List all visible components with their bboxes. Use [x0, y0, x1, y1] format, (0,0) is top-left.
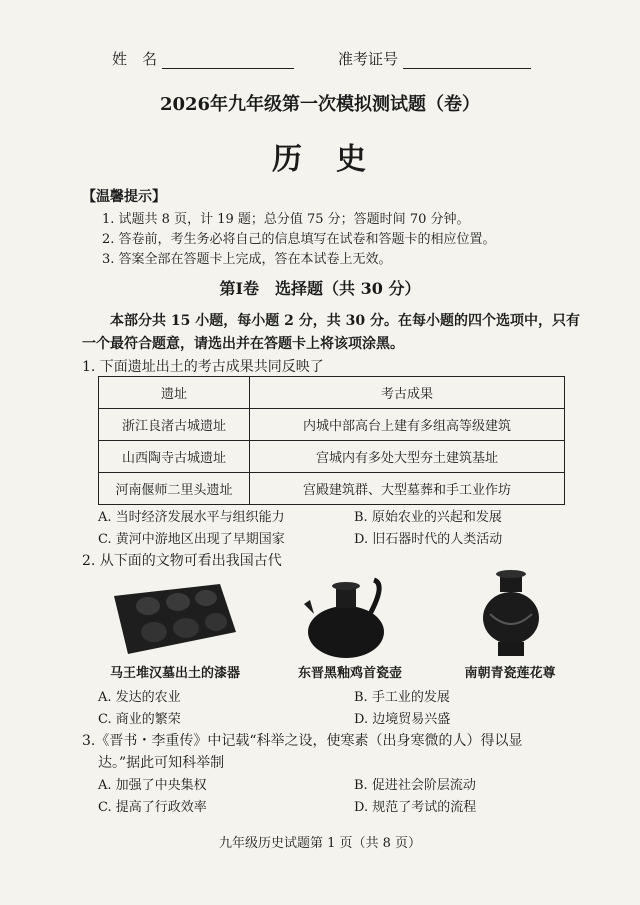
- q3-option-d: D. 规范了考试的流程: [354, 800, 477, 815]
- q1-option-b: B. 原始农业的兴起和发展: [354, 510, 502, 525]
- exam-title: 2026年九年级第一次模拟测试题（卷）: [159, 94, 481, 115]
- q1-table: [98, 376, 565, 505]
- q3-option-b: B. 促进社会阶层流动: [354, 778, 476, 793]
- table-row: [99, 441, 565, 473]
- table-header: 遗址: [99, 377, 250, 409]
- subject-title: 历 史: [272, 142, 368, 177]
- q1-option-d: D. 旧石器时代的人类活动: [354, 532, 503, 547]
- name-label: 姓 名: [112, 50, 158, 68]
- table-header-row: [99, 377, 565, 409]
- tip-1: 1. 试题共 8 页，计 19 题；总分值 75 分；答题时间 70 分钟。: [102, 212, 470, 227]
- table-row: [99, 409, 565, 441]
- q1-option-a: A. 当时经济发展水平与组织能力: [98, 510, 285, 525]
- id-blank: [403, 52, 531, 69]
- q2-option-b: B. 手工业的发展: [354, 690, 450, 705]
- section-title: 第Ⅰ卷 选择题（共 30 分）: [219, 279, 421, 298]
- name-field: [112, 48, 294, 69]
- tips-heading: 【温馨提示】: [82, 189, 166, 205]
- tip-2: 2. 答卷前，考生务必将自己的信息填写在试卷和答题卡的相应位置。: [102, 232, 496, 247]
- q2-option-c: C. 商业的繁荣: [98, 712, 181, 727]
- q1-stem: 1. 下面遗址出土的考古成果共同反映了: [82, 359, 324, 375]
- section-intro: 本部分共 15 小题，每小题 2 分，共 30 分。在每小题的四个选项中，只有一个最符合题意，请选出并在答题卡上将该项涂黑。: [82, 313, 580, 352]
- id-field: [338, 48, 531, 69]
- q2-option-d: D. 边境贸易兴盛: [354, 712, 451, 727]
- name-blank: [162, 52, 294, 69]
- table-cell: 宫城内有多处大型夯土建筑基址: [250, 441, 565, 473]
- lotus-zun-image: [476, 570, 546, 660]
- q2-stem: 2. 从下面的文物可看出我国古代: [82, 553, 282, 569]
- page-footer: 九年级历史试题第 1 页（共 8 页）: [218, 836, 422, 851]
- q3-option-a: A. 加强了中央集权: [98, 778, 207, 793]
- table-row: [99, 473, 565, 505]
- q3-option-c: C. 提高了行政效率: [98, 800, 207, 815]
- table-cell: 内城中部高台上建有多组高等级建筑: [250, 409, 565, 441]
- table-cell: 宫殿建筑群、大型墓葬和手工业作坊: [250, 473, 565, 505]
- q2-caption-3: 南朝青瓷莲花尊: [464, 666, 556, 681]
- tip-3: 3. 答案全部在答题卡上完成，答在本试卷上无效。: [102, 252, 392, 267]
- id-label: 准考证号: [338, 50, 399, 68]
- table-cell: 河南偃师二里头遗址: [99, 473, 250, 505]
- lacquer-ware-image: [100, 578, 240, 660]
- table-cell: 山西陶寺古城遗址: [99, 441, 250, 473]
- q3-stem-line-1: 3.《晋书・李重传》中记载“科举之设，使寒素（出身寒微的人）得以显: [82, 733, 523, 749]
- q2-caption-2: 东晋黑釉鸡首瓷壶: [297, 666, 402, 681]
- table-cell: 浙江良渚古城遗址: [99, 409, 250, 441]
- q2-option-a: A. 发达的农业: [98, 690, 181, 705]
- q1-option-c: C. 黄河中游地区出现了早期国家: [98, 532, 285, 547]
- q3-stem-line-2: 达。”据此可知科举制: [98, 755, 225, 771]
- q2-caption-1: 马王堆汉墓出土的漆器: [109, 666, 240, 681]
- chicken-head-ewer-image: [300, 574, 392, 662]
- table-header: 考古成果: [250, 377, 565, 409]
